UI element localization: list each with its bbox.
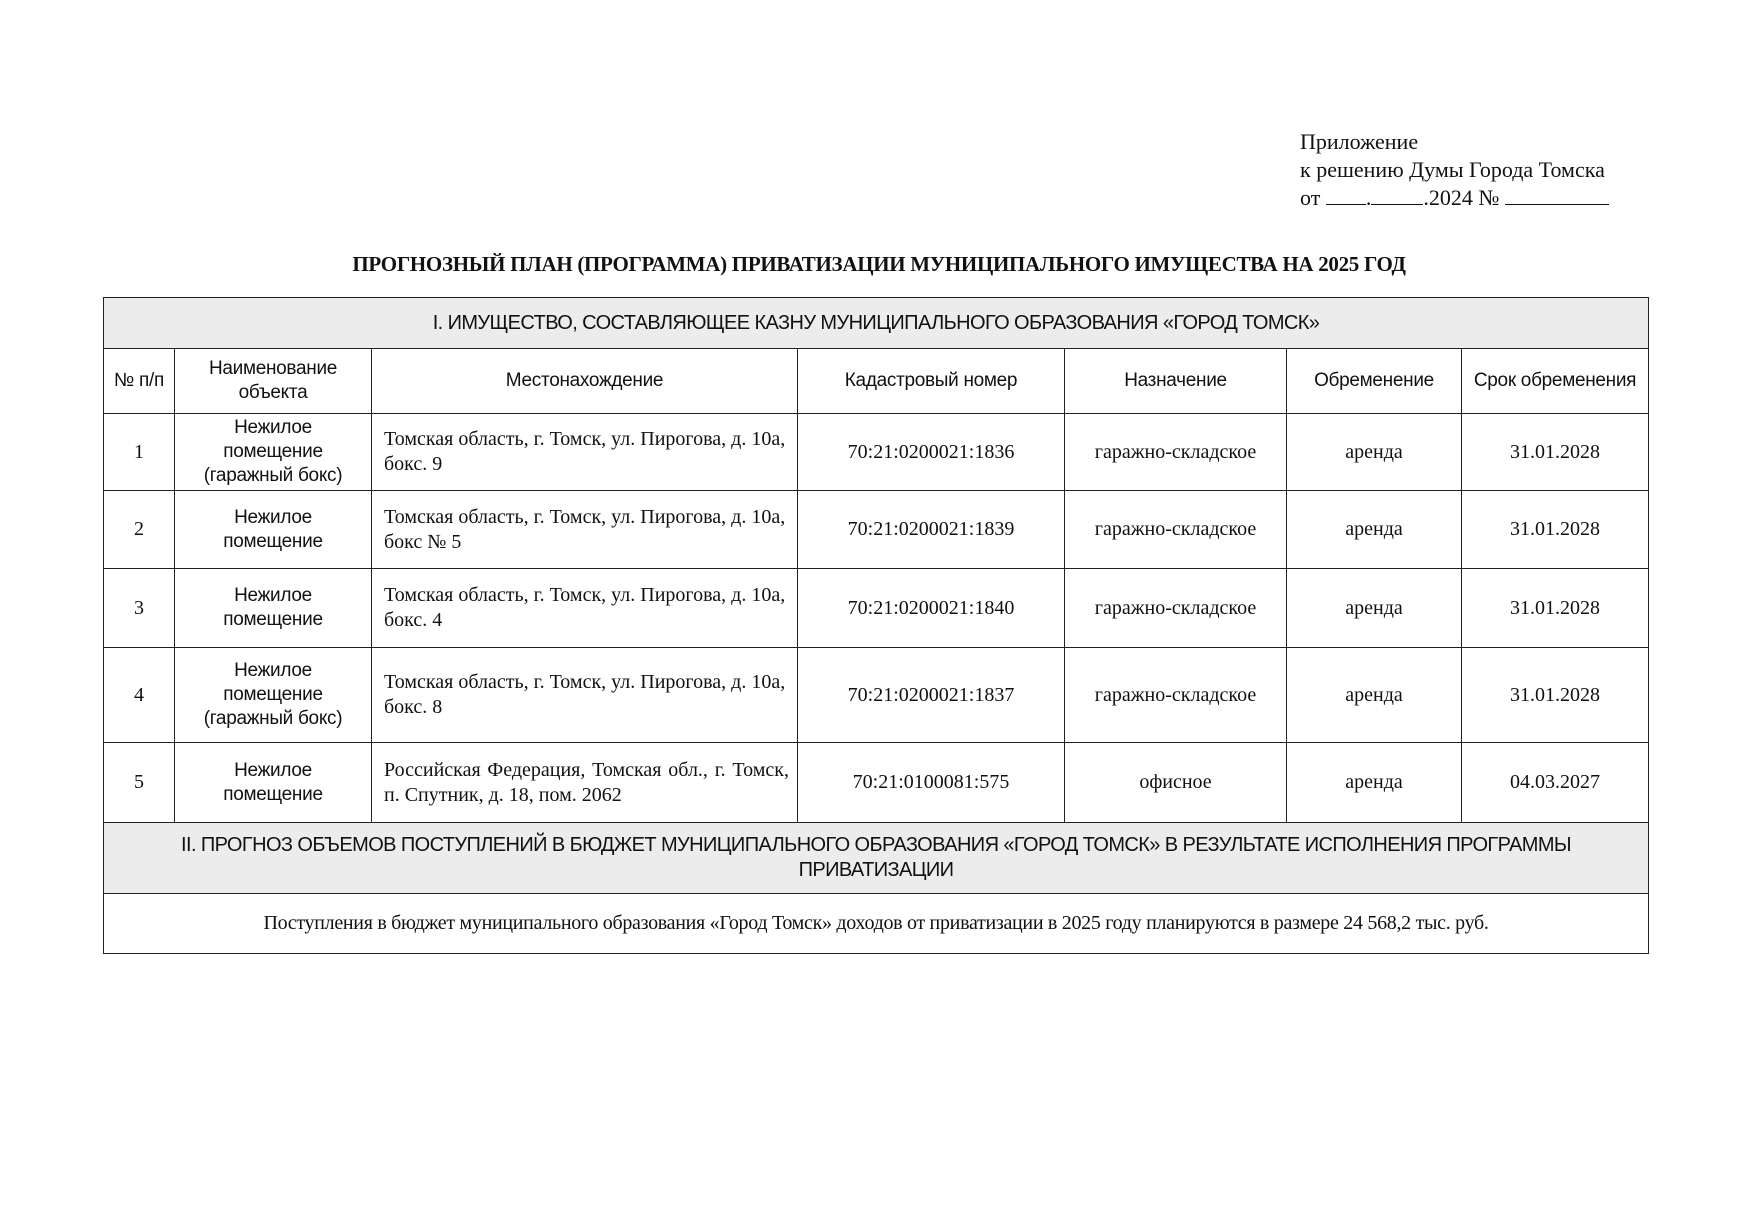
cell-purpose: гаражно-складское bbox=[1065, 491, 1287, 569]
table-row bbox=[104, 648, 1649, 743]
cell-num: 3 bbox=[104, 569, 175, 648]
section-2-header: II. ПРОГНОЗ ОБЪЕМОВ ПОСТУПЛЕНИЙ В БЮДЖЕТ МУНИЦИПАЛЬНОГО ОБРАЗОВАНИЯ «ГОРОД ТОМСК» В РЕЗУЛЬТАТЕ ИСПОЛНЕНИЯ ПРОГРАММЫ ПРИВАТИЗАЦИИ bbox=[104, 823, 1649, 894]
cell-cadastral: 70:21:0200021:1839 bbox=[798, 491, 1065, 569]
cell-location: Томская область, г. Томск, ул. Пирогова, д. 10а, бокс. 4 bbox=[372, 569, 798, 648]
table-row bbox=[104, 414, 1649, 491]
cell-encumbrance: аренда bbox=[1287, 414, 1462, 491]
cell-name: Нежилое помещение (гаражный бокс) bbox=[175, 414, 372, 491]
cell-purpose: гаражно-складское bbox=[1065, 569, 1287, 648]
cell-location: Российская Федерация, Томская обл., г. Томск, п. Спутник, д. 18, пом. 2062 bbox=[372, 743, 798, 823]
header-num: № п/п bbox=[104, 349, 175, 414]
section-1-header: I. ИМУЩЕСТВО, СОСТАВЛЯЮЩЕЕ КАЗНУ МУНИЦИПАЛЬНОГО ОБРАЗОВАНИЯ «ГОРОД ТОМСК» bbox=[104, 298, 1649, 349]
month-blank bbox=[1371, 186, 1423, 205]
cell-encumbrance: аренда bbox=[1287, 569, 1462, 648]
header-location: Местонахождение bbox=[372, 349, 798, 414]
cell-location: Томская область, г. Томск, ул. Пирогова, д. 10а, бокс № 5 bbox=[372, 491, 798, 569]
page-title: ПРОГНОЗНЫЙ ПЛАН (ПРОГРАММА) ПРИВАТИЗАЦИИ МУНИЦИПАЛЬНОГО ИМУЩЕСТВА НА 2025 ГОД bbox=[352, 252, 1406, 276]
header-term: Срок обременения bbox=[1462, 349, 1649, 414]
table-row bbox=[104, 569, 1649, 648]
appendix-date-line: от . .2024 № bbox=[1300, 184, 1609, 212]
cell-name: Нежилое помещение (гаражный бокс) bbox=[175, 648, 372, 743]
cell-term: 31.01.2028 bbox=[1462, 569, 1649, 648]
appendix-block bbox=[1300, 128, 1609, 212]
header-encumbrance: Обременение bbox=[1287, 349, 1462, 414]
cell-name: Нежилое помещение bbox=[175, 491, 372, 569]
cell-cadastral: 70:21:0100081:575 bbox=[798, 743, 1065, 823]
cell-location: Томская область, г. Томск, ул. Пирогова, д. 10а, бокс. 8 bbox=[372, 648, 798, 743]
cell-encumbrance: аренда bbox=[1287, 648, 1462, 743]
cell-encumbrance: аренда bbox=[1287, 743, 1462, 823]
number-blank bbox=[1505, 186, 1609, 205]
cell-num: 4 bbox=[104, 648, 175, 743]
cell-term: 31.01.2028 bbox=[1462, 648, 1649, 743]
cell-cadastral: 70:21:0200021:1836 bbox=[798, 414, 1065, 491]
header-cadastral: Кадастровый номер bbox=[798, 349, 1065, 414]
cell-term: 04.03.2027 bbox=[1462, 743, 1649, 823]
cell-num: 1 bbox=[104, 414, 175, 491]
cell-num: 2 bbox=[104, 491, 175, 569]
table-header-row bbox=[104, 349, 1649, 414]
appendix-decision: к решению Думы Города Томска bbox=[1300, 157, 1605, 182]
revenue-summary: Поступления в бюджет муниципального образования «Город Томск» доходов от приватизации в 2025 году планируются в размере 24 568,2 тыс. руб. bbox=[104, 894, 1649, 954]
cell-term: 31.01.2028 bbox=[1462, 414, 1649, 491]
privatization-table bbox=[103, 297, 1649, 954]
cell-purpose: гаражно-складское bbox=[1065, 414, 1287, 491]
appendix-title: Приложение bbox=[1300, 129, 1419, 154]
day-blank bbox=[1326, 186, 1366, 205]
cell-encumbrance: аренда bbox=[1287, 491, 1462, 569]
cell-term: 31.01.2028 bbox=[1462, 491, 1649, 569]
table-row bbox=[104, 743, 1649, 823]
cell-cadastral: 70:21:0200021:1837 bbox=[798, 648, 1065, 743]
cell-purpose: офисное bbox=[1065, 743, 1287, 823]
cell-name: Нежилое помещение bbox=[175, 569, 372, 648]
cell-cadastral: 70:21:0200021:1840 bbox=[798, 569, 1065, 648]
header-name: Наименование объекта bbox=[175, 349, 372, 414]
cell-name: Нежилое помещение bbox=[175, 743, 372, 823]
cell-purpose: гаражно-складское bbox=[1065, 648, 1287, 743]
header-purpose: Назначение bbox=[1065, 349, 1287, 414]
cell-location: Томская область, г. Томск, ул. Пирогова, д. 10а, бокс. 9 bbox=[372, 414, 798, 491]
table-row bbox=[104, 491, 1649, 569]
cell-num: 5 bbox=[104, 743, 175, 823]
